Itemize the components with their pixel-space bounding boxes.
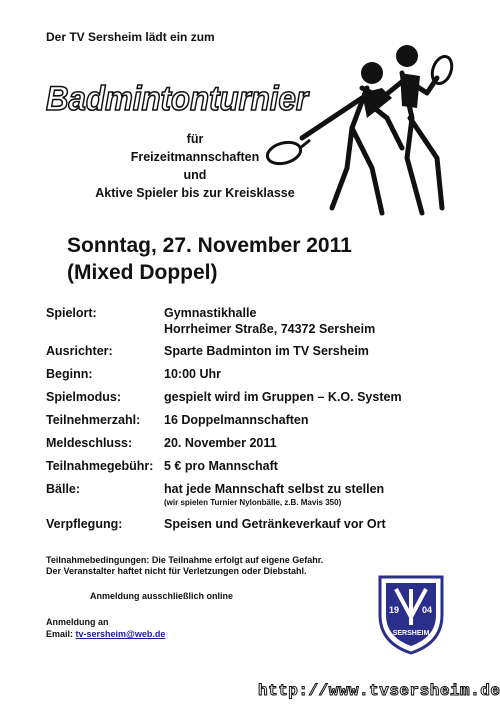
detail-label: Verpflegung: [46, 517, 123, 531]
participation-conditions [46, 555, 323, 577]
detail-label: Beginn: [46, 367, 93, 381]
detail-label: Spielmodus: [46, 390, 122, 404]
detail-value: 5 € pro Mannschaft [164, 459, 278, 473]
conditions-line: Teilnahmebedingungen: Die Teilnahme erfolgt auf eigene Gefahr. [46, 555, 324, 565]
registration-to: Anmeldung an [46, 617, 109, 627]
detail-label: Spielort: [46, 306, 97, 320]
detail-label: Meldeschluss: [46, 436, 133, 450]
website-url[interactable]: http://www.tvsersheim.de [258, 682, 500, 700]
detail-value: gespielt wird im Gruppen – K.O. System [164, 390, 402, 404]
venue-address: Horrheimer Straße, 74372 Sersheim [164, 322, 376, 336]
for-line: und [183, 168, 207, 182]
intro-text: Der TV Sersheim lädt ein zum [46, 30, 215, 44]
date-line: Sonntag, 27. November 2011 [67, 234, 352, 257]
detail-label: Teilnahmegebühr: [46, 459, 154, 473]
venue-name: Gymnastikhalle [164, 306, 257, 320]
detail-value: 16 Doppelmannschaften [164, 413, 309, 427]
email-label: Email: [46, 629, 74, 639]
shuttles-text: hat jede Mannschaft selbst zu stellen [164, 482, 385, 496]
online-only-note: Anmeldung ausschließlich online [90, 591, 234, 601]
detail-value [164, 481, 384, 508]
crest-town: SERSHEIM [392, 630, 430, 637]
club-crest-logo [376, 573, 446, 655]
date-heading [67, 232, 352, 286]
detail-value: 10:00 Uhr [164, 367, 221, 381]
email-link[interactable]: tv-sersheim@web.de [75, 629, 166, 639]
for-line: Freizeitmannschaften [130, 150, 260, 164]
registration-block [46, 616, 165, 640]
detail-value: Speisen und Getränkeverkauf vor Ort [164, 517, 386, 531]
conditions-line: Der Veranstalter haftet nicht für Verletzungen oder Diebstahl. [46, 566, 307, 576]
detail-value: 20. November 2011 [164, 436, 277, 450]
title-text: Badmintonturnier [46, 80, 310, 118]
detail-label: Ausrichter: [46, 344, 113, 358]
detail-label: Teilnehmerzahl: [46, 413, 141, 427]
badminton-players-illustration [262, 18, 462, 223]
crest-year-right: 04 [422, 605, 433, 615]
mode-line: (Mixed Doppel) [67, 261, 218, 284]
detail-value [164, 305, 375, 337]
email-line [46, 628, 165, 640]
detail-value: Sparte Badminton im TV Sersheim [164, 344, 369, 358]
crest-year-left: 19 [389, 605, 400, 615]
shuttles-note: (wir spielen Turnier Nylonbälle, z.B. Mavis 350) [164, 498, 342, 507]
detail-label: Bälle: [46, 482, 81, 496]
for-line: für [186, 132, 204, 146]
for-line: Aktive Spieler bis zur Kreisklasse [95, 186, 295, 200]
